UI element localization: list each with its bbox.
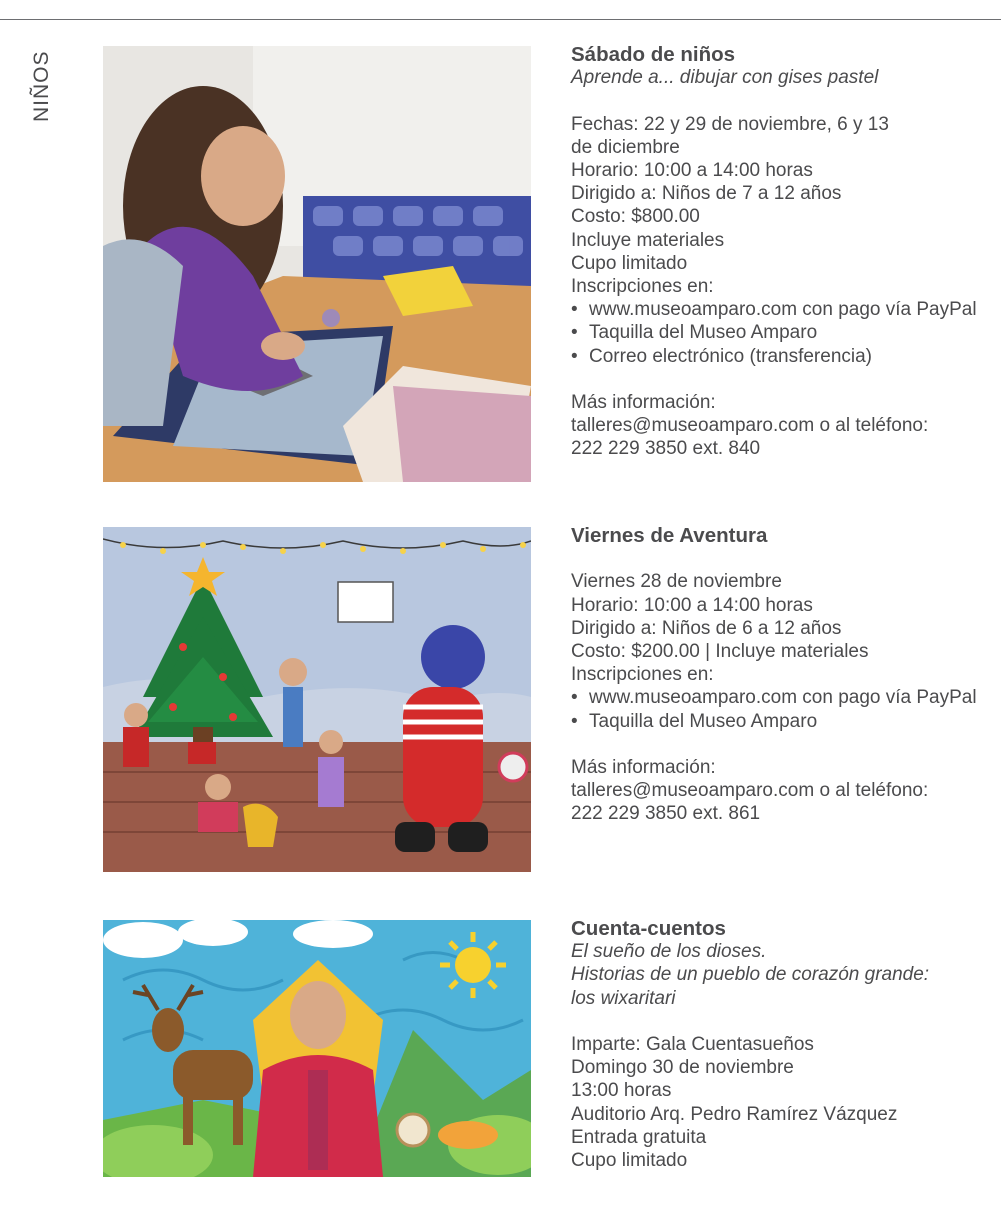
info-phone: 222 229 3850 ext. 840	[571, 438, 761, 460]
event-subtitle: Aprende a... dibujar con gises pastel	[571, 67, 879, 89]
registration-option: • www.museoamparo.com con pago vía PayPal	[571, 686, 991, 709]
registration-option: • www.museoamparo.com con pago vía PayPal	[571, 298, 991, 321]
event-detail-line: Horario: 10:00 a 14:00 horas	[571, 594, 813, 616]
event-photo-cuenta-cuentos	[103, 920, 531, 1177]
section-label-text: NIÑOS	[30, 50, 53, 122]
event-detail-line: Auditorio Arq. Pedro Ramírez Vázquez	[571, 1103, 898, 1125]
event-title: Sábado de niños	[571, 43, 736, 66]
section-label	[20, 42, 64, 122]
event-detail-line: Imparte: Gala Cuentasueños	[571, 1034, 814, 1055]
event-title: Viernes de Aventura	[571, 524, 768, 547]
event-detail-line: Dirigido a: Niños de 7 a 12 años	[571, 183, 842, 205]
event-photo-pastel-drawing	[103, 46, 531, 482]
event-cuenta-cuentos	[571, 917, 991, 1172]
event-detail-line: Dirigido a: Niños de 6 a 12 años	[571, 617, 842, 639]
event-detail-line: Viernes 28 de noviembre	[571, 571, 782, 593]
event-subtitle: los wixaritari	[571, 987, 676, 1009]
info-phone: 222 229 3850 ext. 861	[571, 803, 761, 825]
event-sabado-de-ninos	[571, 43, 991, 461]
info-line: Más información:	[571, 392, 716, 414]
event-title: Cuenta-cuentos	[571, 917, 726, 940]
event-subtitle: Historias de un pueblo de corazón grande:	[571, 964, 930, 986]
event-viernes-de-aventura	[571, 524, 991, 826]
event-detail-line: 13:00 horas	[571, 1080, 672, 1102]
event-detail-line: de diciembre	[571, 136, 680, 158]
event-detail-line: Incluye materiales	[571, 229, 725, 251]
event-detail-line: Horario: 10:00 a 14:00 horas	[571, 160, 813, 181]
event-detail-line: Entrada gratuita	[571, 1126, 707, 1148]
info-contact: talleres@museoamparo.com o al teléfono:	[571, 415, 929, 437]
event-detail-line: Costo: $800.00	[571, 206, 700, 228]
event-detail-line: Cupo limitado	[571, 1150, 688, 1172]
event-detail-line: Inscripciones en:	[571, 664, 714, 686]
registration-option: • Taquilla del Museo Amparo	[571, 321, 991, 344]
event-detail-line: Fechas: 22 y 29 de noviembre, 6 y 13	[571, 113, 889, 135]
event-subtitle: El sueño de los dioses.	[571, 941, 767, 963]
top-divider	[0, 19, 1001, 20]
info-line: Más información:	[571, 757, 716, 778]
registration-option: • Correo electrónico (transferencia)	[571, 345, 991, 368]
event-detail-line: Domingo 30 de noviembre	[571, 1057, 794, 1079]
event-detail-line: Cupo limitado	[571, 252, 688, 274]
info-contact: talleres@museoamparo.com o al teléfono:	[571, 780, 929, 802]
event-detail-line: Costo: $200.00 | Incluye materiales	[571, 641, 869, 662]
registration-option: • Taquilla del Museo Amparo	[571, 710, 991, 733]
event-detail-line: Inscripciones en:	[571, 276, 714, 298]
event-illustration-christmas	[103, 527, 531, 872]
